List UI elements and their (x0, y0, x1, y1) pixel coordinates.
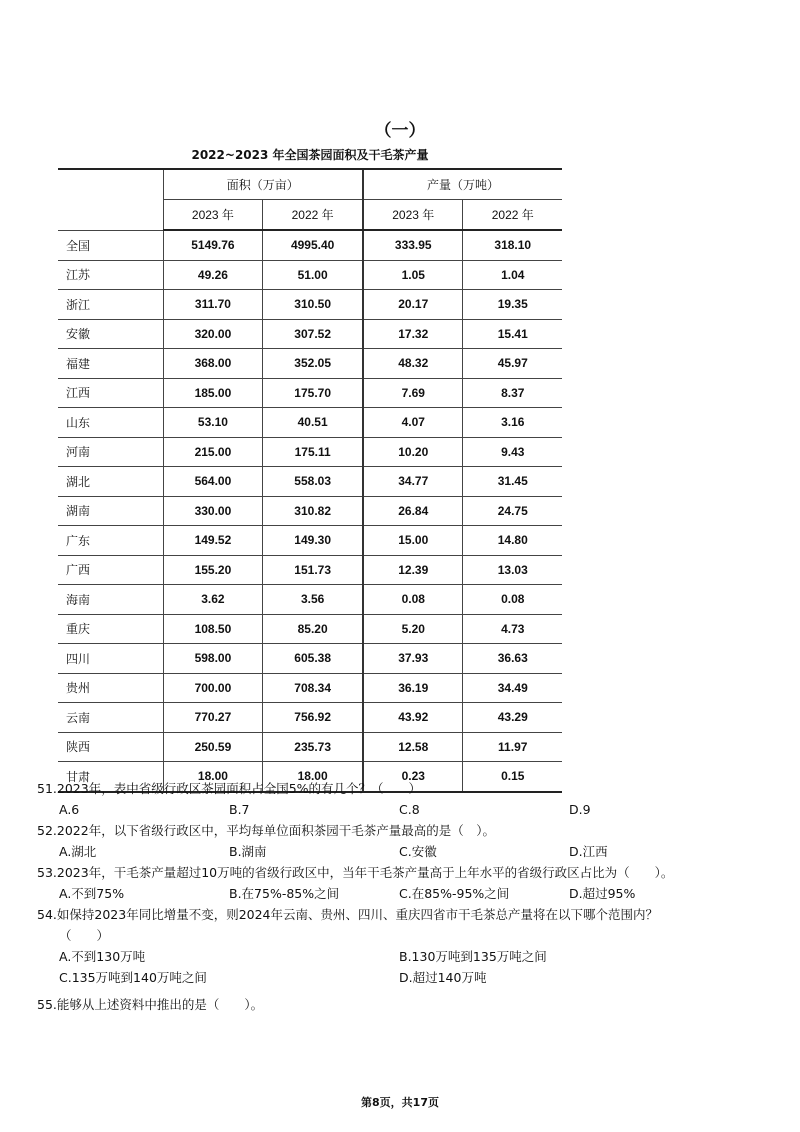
table-row (58, 467, 562, 497)
area-value-cell: 175.11 (263, 437, 363, 467)
table-row (58, 260, 562, 290)
question-52: 52.2022年，以下省级行政区中，平均每单位面积茶园干毛茶产量最高的是（ ）。 (37, 823, 495, 838)
option-b: B.7 (229, 802, 250, 817)
question-51-options (37, 799, 767, 820)
output-value-cell: 5.20 (363, 614, 463, 644)
output-value-cell: 36.63 (463, 644, 562, 674)
region-name-cell: 全国 (58, 230, 163, 260)
area-value-cell: 108.50 (163, 614, 263, 644)
output-value-cell: 333.95 (363, 230, 463, 260)
output-value-cell: 0.08 (463, 585, 562, 615)
area-value-cell: 40.51 (263, 408, 363, 438)
area-value-cell: 307.52 (263, 319, 363, 349)
area-value-cell: 175.70 (263, 378, 363, 408)
section-title: （一） (374, 121, 426, 141)
area-value-cell: 756.92 (263, 703, 363, 733)
output-value-cell: 4.07 (363, 408, 463, 438)
area-value-cell: 235.73 (263, 732, 363, 762)
table-row (58, 644, 562, 674)
question-53-options (37, 883, 767, 904)
area-value-cell: 18.00 (263, 762, 363, 792)
area-value-cell: 155.20 (163, 555, 263, 585)
table-row (58, 408, 562, 438)
output-value-cell: 43.92 (363, 703, 463, 733)
area-value-cell: 352.05 (263, 349, 363, 379)
output-value-cell: 14.80 (463, 526, 562, 556)
output-value-cell: 1.04 (463, 260, 562, 290)
output-value-cell: 12.58 (363, 732, 463, 762)
option-d: D.9 (569, 802, 591, 817)
area-value-cell: 151.73 (263, 555, 363, 585)
option-b: B.在75%-85%之间 (229, 886, 340, 901)
area-value-cell: 5149.76 (163, 230, 263, 260)
area-value-cell: 53.10 (163, 408, 263, 438)
region-name-cell: 陕西 (58, 732, 163, 762)
table-row (58, 319, 562, 349)
output-value-cell: 15.00 (363, 526, 463, 556)
option-c: C.安徽 (399, 844, 437, 859)
area-value-cell: 3.56 (263, 585, 363, 615)
output-value-cell: 11.97 (463, 732, 562, 762)
output-value-cell: 19.35 (463, 290, 562, 320)
output-value-cell: 48.32 (363, 349, 463, 379)
area-value-cell: 700.00 (163, 673, 263, 703)
table-row (58, 230, 562, 260)
region-name-cell: 安徽 (58, 319, 163, 349)
region-name-cell: 海南 (58, 585, 163, 615)
option-c: C.135万吨到140万吨之间 (59, 970, 207, 985)
region-name-cell: 浙江 (58, 290, 163, 320)
output-value-cell: 45.97 (463, 349, 562, 379)
option-d: D.超过140万吨 (399, 970, 487, 985)
option-b: B.湖南 (229, 844, 267, 859)
region-name-cell: 云南 (58, 703, 163, 733)
region-name-cell: 重庆 (58, 614, 163, 644)
area-value-cell: 185.00 (163, 378, 263, 408)
area-value-cell: 564.00 (163, 467, 263, 497)
question-55: 55.能够从上述资料中推出的是（ ）。 (37, 997, 264, 1012)
table-row (58, 437, 562, 467)
area-value-cell: 368.00 (163, 349, 263, 379)
option-b: B.130万吨到135万吨之间 (399, 949, 547, 964)
region-name-cell: 贵州 (58, 673, 163, 703)
output-value-cell: 7.69 (363, 378, 463, 408)
table-row (58, 290, 562, 320)
table-row (58, 614, 562, 644)
region-name-cell: 广东 (58, 526, 163, 556)
header-year: 2022 年 (463, 200, 562, 231)
header-output-group: 产量（万吨） (363, 169, 562, 200)
region-name-cell: 湖南 (58, 496, 163, 526)
area-value-cell: 49.26 (163, 260, 263, 290)
option-a: A.不到75% (59, 886, 125, 901)
table-row (58, 732, 562, 762)
question-53: 53.2023年，干毛茶产量超过10万吨的省级行政区中，当年干毛茶产量高于上年水平的省级行政区占比为（ ）。 (37, 865, 674, 880)
output-value-cell: 20.17 (363, 290, 463, 320)
output-value-cell: 26.84 (363, 496, 463, 526)
output-value-cell: 318.10 (463, 230, 562, 260)
area-value-cell: 320.00 (163, 319, 263, 349)
table-row (58, 526, 562, 556)
question-54-options-row1 (37, 946, 767, 967)
region-name-cell: 江苏 (58, 260, 163, 290)
table-row (58, 673, 562, 703)
header-area-group: 面积（万亩） (163, 169, 363, 200)
output-value-cell: 31.45 (463, 467, 562, 497)
output-value-cell: 0.23 (363, 762, 463, 792)
question-54-options-row2 (37, 967, 767, 988)
output-value-cell: 0.15 (463, 762, 562, 792)
table-row (58, 703, 562, 733)
area-value-cell: 605.38 (263, 644, 363, 674)
area-value-cell: 558.03 (263, 467, 363, 497)
area-value-cell: 18.00 (163, 762, 263, 792)
area-value-cell: 215.00 (163, 437, 263, 467)
area-value-cell: 51.00 (263, 260, 363, 290)
header-year: 2022 年 (263, 200, 363, 231)
page-footer: 第8页，共17页 (361, 1096, 439, 1109)
area-value-cell: 330.00 (163, 496, 263, 526)
option-c: C.在85%-95%之间 (399, 886, 510, 901)
option-a: A.不到130万吨 (59, 949, 146, 964)
output-value-cell: 10.20 (363, 437, 463, 467)
questions-section (37, 778, 767, 1015)
output-value-cell: 13.03 (463, 555, 562, 585)
region-name-cell: 湖北 (58, 467, 163, 497)
output-value-cell: 15.41 (463, 319, 562, 349)
area-value-cell: 708.34 (263, 673, 363, 703)
area-value-cell: 149.52 (163, 526, 263, 556)
output-value-cell: 0.08 (363, 585, 463, 615)
region-name-cell: 甘肃 (58, 762, 163, 792)
output-value-cell: 36.19 (363, 673, 463, 703)
area-value-cell: 310.82 (263, 496, 363, 526)
question-54-paren: （ ） (59, 928, 110, 943)
output-value-cell: 3.16 (463, 408, 562, 438)
table-row (58, 378, 562, 408)
area-value-cell: 598.00 (163, 644, 263, 674)
option-d: D.江西 (569, 844, 608, 859)
output-value-cell: 12.39 (363, 555, 463, 585)
region-name-cell: 山东 (58, 408, 163, 438)
area-value-cell: 310.50 (263, 290, 363, 320)
question-54: 54.如保持2023年同比增量不变，则2024年云南、贵州、四川、重庆四省市干毛茶总产量将在以下哪个范围内？ (37, 907, 659, 922)
output-value-cell: 43.29 (463, 703, 562, 733)
option-c: C.8 (399, 802, 420, 817)
table-row (58, 496, 562, 526)
question-51: 51.2023年，表中省级行政区茶园面积占全国5%的有几个？（ ） (37, 781, 422, 796)
region-name-cell: 四川 (58, 644, 163, 674)
area-value-cell: 149.30 (263, 526, 363, 556)
region-name-cell: 江西 (58, 378, 163, 408)
option-d: D.超过95% (569, 886, 636, 901)
region-name-cell: 河南 (58, 437, 163, 467)
output-value-cell: 24.75 (463, 496, 562, 526)
area-value-cell: 85.20 (263, 614, 363, 644)
table-body (58, 230, 562, 792)
header-year: 2023 年 (163, 200, 263, 231)
table-corner-cell (58, 169, 163, 230)
table-caption: 2022~2023 年全国茶园面积及干毛茶产量 (191, 148, 429, 162)
output-value-cell: 17.32 (363, 319, 463, 349)
area-value-cell: 311.70 (163, 290, 263, 320)
area-value-cell: 770.27 (163, 703, 263, 733)
area-value-cell: 250.59 (163, 732, 263, 762)
output-value-cell: 34.77 (363, 467, 463, 497)
output-value-cell: 8.37 (463, 378, 562, 408)
area-value-cell: 4995.40 (263, 230, 363, 260)
table-row (58, 555, 562, 585)
output-value-cell: 9.43 (463, 437, 562, 467)
region-name-cell: 福建 (58, 349, 163, 379)
output-value-cell: 4.73 (463, 614, 562, 644)
output-value-cell: 34.49 (463, 673, 562, 703)
table-row (58, 349, 562, 379)
option-a: A.湖北 (59, 844, 97, 859)
tea-data-table (58, 168, 562, 793)
question-52-options (37, 841, 767, 862)
table-row (58, 585, 562, 615)
header-year: 2023 年 (363, 200, 463, 231)
area-value-cell: 3.62 (163, 585, 263, 615)
output-value-cell: 1.05 (363, 260, 463, 290)
output-value-cell: 37.93 (363, 644, 463, 674)
region-name-cell: 广西 (58, 555, 163, 585)
option-a: A.6 (59, 802, 80, 817)
